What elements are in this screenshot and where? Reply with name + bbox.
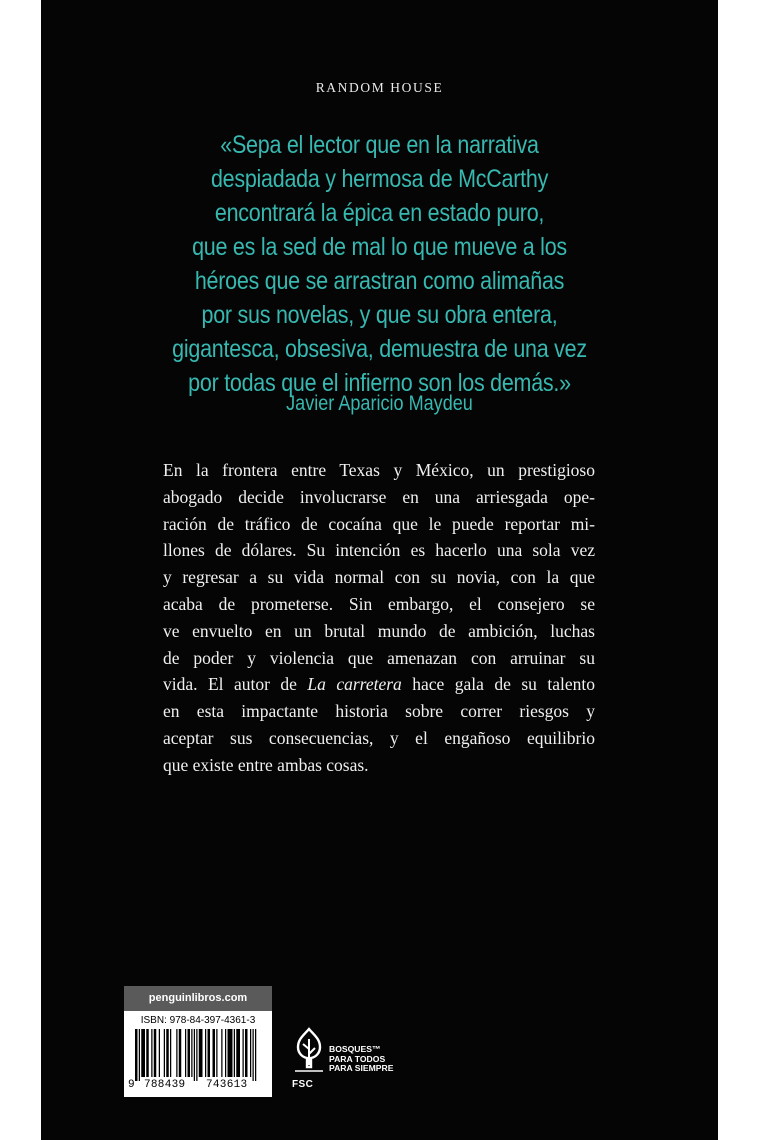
barcode-bar — [191, 1029, 192, 1077]
isbn-label: ISBN: 978-84-397-4361-3 — [140, 1015, 256, 1026]
quote-line: gigantesca, obsesiva, demuestra de una vez — [172, 335, 587, 363]
synopsis-line: en esta impactante historia sobre correr riesgos y — [163, 701, 595, 722]
synopsis-line: ve envuelto en un brutal mundo de ambición, luchas — [163, 620, 595, 641]
barcode-icon — [135, 1029, 261, 1081]
synopsis-fragment: hace gala de su talento — [401, 674, 596, 695]
quote-author: Javier Aparicio Maydeu — [286, 392, 473, 415]
barcode-bar — [151, 1029, 152, 1077]
barcode-bar — [188, 1029, 191, 1077]
fsc-tagline — [329, 1045, 393, 1074]
barcode-bar — [139, 1029, 140, 1081]
barcode-bar — [166, 1029, 169, 1077]
fsc-label: FSC — [292, 1079, 314, 1090]
barcode-bar — [213, 1029, 216, 1077]
barcode-bar — [154, 1029, 157, 1077]
barcode-bar — [221, 1029, 222, 1077]
quote-line: despiadada y hermosa de McCarthy — [210, 165, 549, 193]
barcode-first-digit: 9 — [128, 1079, 135, 1091]
fsc-certification — [292, 1027, 402, 1097]
barcode-bar — [135, 1029, 138, 1081]
isbn-barcode-block — [124, 1011, 272, 1097]
synopsis-line: aceptar sus consecuencias, y el engañoso equilibrio — [163, 727, 595, 748]
quote-line: encontrará la épica en estado puro, — [214, 199, 545, 227]
barcode-bar — [199, 1029, 203, 1077]
barcode-bar — [216, 1029, 217, 1077]
barcode-digit-group: 743613 — [206, 1079, 248, 1091]
barcode-bar — [245, 1029, 248, 1077]
synopsis-line: En la frontera entre Texas y México, un prestigioso — [163, 460, 595, 480]
barcode-bar — [141, 1029, 145, 1077]
barcode-bar — [196, 1029, 197, 1081]
synopsis-line: de poder y violencia que amenazan con arruinar su — [163, 647, 595, 668]
barcode-bar — [185, 1029, 186, 1077]
publisher-website: penguinlibros.com — [124, 986, 272, 1011]
quote-line: que es la sed de mal lo que mueve a los — [192, 233, 567, 261]
synopsis-line: que existe entre ambas cosas. — [163, 754, 369, 775]
barcode-bar — [205, 1029, 206, 1077]
barcode-bar — [236, 1029, 240, 1077]
fsc-tree-icon — [292, 1027, 326, 1079]
fsc-tagline-line: BOSQUES™ — [329, 1044, 381, 1054]
synopsis-line — [163, 671, 595, 698]
barcode-bar — [243, 1029, 244, 1077]
barcode-bar — [255, 1029, 256, 1081]
barcode-bar — [159, 1029, 160, 1077]
publisher-name: RANDOM HOUSE — [315, 80, 444, 95]
synopsis-line: ración de tráfico de cocaína que le puede reportar mi- — [163, 513, 595, 534]
synopsis-text — [163, 457, 595, 779]
barcode-bar — [253, 1029, 254, 1081]
barcode-digit-group: 788439 — [144, 1079, 186, 1091]
quote-line: «Sepa el lector que en la narrativa — [220, 131, 539, 159]
synopsis-fragment: vida. El autor de — [163, 674, 308, 695]
fsc-tagline-line: PARA TODOS — [329, 1053, 386, 1064]
review-quote — [88, 128, 670, 400]
barcode-bar — [146, 1029, 149, 1077]
barcode-bar — [176, 1029, 177, 1077]
barcode-bar — [208, 1029, 211, 1077]
barcode-bar — [228, 1029, 233, 1077]
barcode-bar — [225, 1029, 226, 1077]
barcode-bar — [164, 1029, 165, 1077]
quote-line: por todas que el infierno son los demás.» — [188, 369, 571, 397]
barcode-bar — [170, 1029, 171, 1077]
synopsis-line: y regresar a su vida normal con su novia, con la que — [163, 567, 595, 588]
book-back-cover — [41, 0, 718, 1140]
quote-line: por sus novelas, y que su obra entera, — [201, 301, 558, 329]
fsc-tagline-line: PARA SIEMPRE — [329, 1063, 394, 1074]
barcode-bar — [250, 1029, 251, 1077]
synopsis-line: acaba de prometerse. Sin embargo, el consejero se — [163, 593, 595, 614]
barcode-bar — [194, 1029, 195, 1081]
quote-line: héroes que se arrastran como alimañas — [194, 267, 565, 295]
synopsis-line: abogado decide involucrarse en una arriesgada ope- — [163, 486, 595, 507]
book-title-reference: La carretera — [307, 674, 402, 695]
synopsis-line: llones de dólares. Su intención es hacerlo una sola vez — [163, 540, 595, 561]
barcode-bar — [234, 1029, 235, 1077]
barcode-bar — [179, 1029, 182, 1077]
